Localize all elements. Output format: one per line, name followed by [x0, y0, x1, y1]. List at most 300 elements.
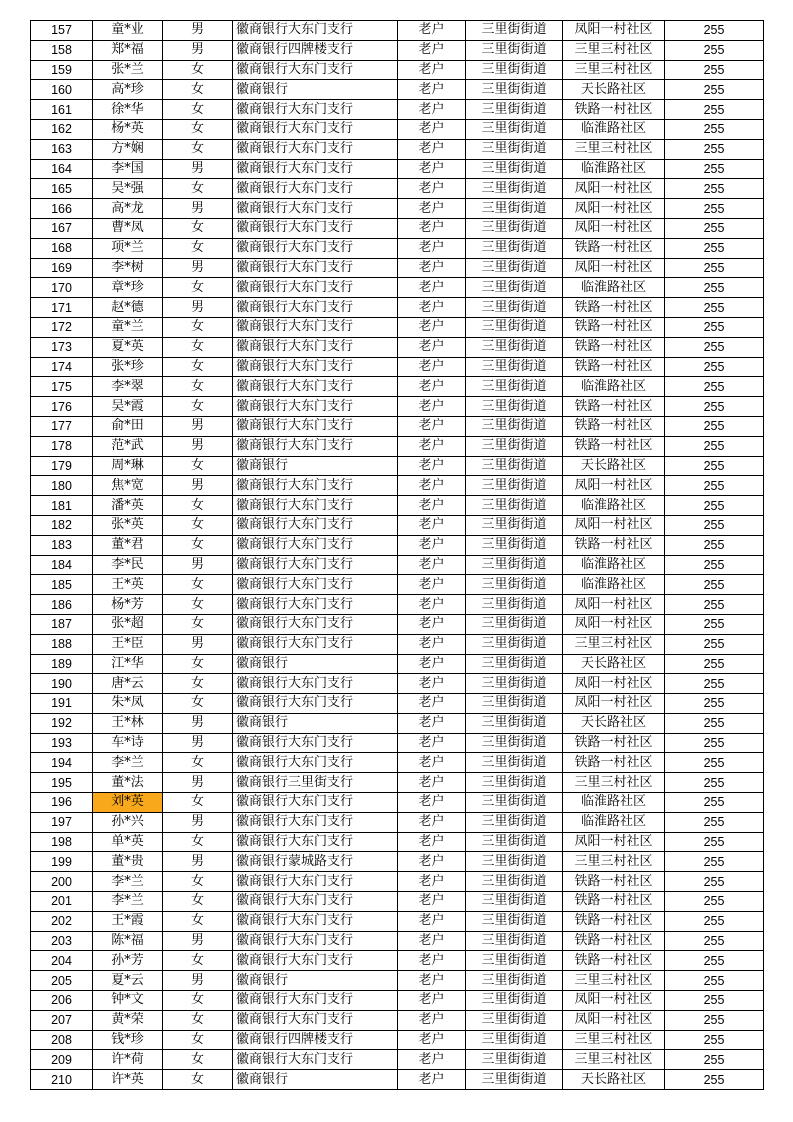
- person-name: 单*英: [93, 832, 163, 852]
- person-name: 项*兰: [93, 238, 163, 258]
- table-row: [31, 199, 764, 219]
- bank-branch: 徽商银行: [233, 80, 398, 100]
- subsidy-amount: 255: [665, 436, 764, 456]
- table-row: [31, 100, 764, 120]
- subsidy-amount: 255: [665, 40, 764, 60]
- person-name: 吴*强: [93, 179, 163, 199]
- bank-branch: 徽商银行大东门支行: [233, 753, 398, 773]
- row-number: 204: [31, 951, 93, 971]
- street-office: 三里街街道: [466, 436, 563, 456]
- person-name: 陈*福: [93, 931, 163, 951]
- household-type: 老户: [398, 496, 466, 516]
- table-row: [31, 614, 764, 634]
- person-name: 高*珍: [93, 80, 163, 100]
- subsidy-amount: 255: [665, 931, 764, 951]
- row-number: 187: [31, 614, 93, 634]
- bank-branch: 徽商银行大东门支行: [233, 179, 398, 199]
- table-row: [31, 515, 764, 535]
- bank-branch: 徽商银行大东门支行: [233, 238, 398, 258]
- row-number: 166: [31, 199, 93, 219]
- street-office: 三里街街道: [466, 119, 563, 139]
- row-number: 160: [31, 80, 93, 100]
- person-name: 许*英: [93, 1070, 163, 1090]
- gender-cell: 女: [163, 595, 233, 615]
- community-name: 铁路一村社区: [563, 357, 665, 377]
- row-number: 161: [31, 100, 93, 120]
- table-row: [31, 1050, 764, 1070]
- person-name: 王*林: [93, 713, 163, 733]
- bank-branch: 徽商银行大东门支行: [233, 634, 398, 654]
- gender-cell: 女: [163, 218, 233, 238]
- bank-branch: 徽商银行四牌楼支行: [233, 1030, 398, 1050]
- household-type: 老户: [398, 100, 466, 120]
- community-name: 凤阳一村社区: [563, 515, 665, 535]
- row-number: 192: [31, 713, 93, 733]
- household-type: 老户: [398, 951, 466, 971]
- household-type: 老户: [398, 317, 466, 337]
- street-office: 三里街街道: [466, 634, 563, 654]
- person-name: 潘*英: [93, 496, 163, 516]
- household-type: 老户: [398, 555, 466, 575]
- street-office: 三里街街道: [466, 1070, 563, 1090]
- household-type: 老户: [398, 793, 466, 813]
- subsidy-amount: 255: [665, 694, 764, 714]
- row-number: 210: [31, 1070, 93, 1090]
- household-type: 老户: [398, 1030, 466, 1050]
- bank-branch: 徽商银行大东门支行: [233, 21, 398, 41]
- gender-cell: 女: [163, 753, 233, 773]
- street-office: 三里街街道: [466, 1010, 563, 1030]
- gender-cell: 女: [163, 357, 233, 377]
- row-number: 173: [31, 337, 93, 357]
- gender-cell: 男: [163, 733, 233, 753]
- street-office: 三里街街道: [466, 218, 563, 238]
- household-type: 老户: [398, 476, 466, 496]
- subsidy-amount: 255: [665, 456, 764, 476]
- street-office: 三里街街道: [466, 515, 563, 535]
- subsidy-amount: 255: [665, 60, 764, 80]
- table-row: [31, 436, 764, 456]
- subsidy-amount: 255: [665, 555, 764, 575]
- bank-branch: 徽商银行大东门支行: [233, 199, 398, 219]
- bank-branch: 徽商银行大东门支行: [233, 100, 398, 120]
- community-name: 凤阳一村社区: [563, 614, 665, 634]
- community-name: 凤阳一村社区: [563, 595, 665, 615]
- table-row: [31, 773, 764, 793]
- household-type: 老户: [398, 575, 466, 595]
- gender-cell: 女: [163, 832, 233, 852]
- person-name: 李*民: [93, 555, 163, 575]
- subsidy-amount: 255: [665, 179, 764, 199]
- table-row: [31, 832, 764, 852]
- community-name: 天长路社区: [563, 80, 665, 100]
- household-type: 老户: [398, 713, 466, 733]
- community-name: 铁路一村社区: [563, 951, 665, 971]
- community-name: 天长路社区: [563, 1070, 665, 1090]
- subsidy-amount: 255: [665, 971, 764, 991]
- table-row: [31, 595, 764, 615]
- row-number: 203: [31, 931, 93, 951]
- person-name: 孙*芳: [93, 951, 163, 971]
- row-number: 177: [31, 416, 93, 436]
- community-name: 铁路一村社区: [563, 753, 665, 773]
- household-type: 老户: [398, 40, 466, 60]
- bank-branch: 徽商银行大东门支行: [233, 416, 398, 436]
- community-name: 铁路一村社区: [563, 317, 665, 337]
- row-number: 157: [31, 21, 93, 41]
- household-type: 老户: [398, 1050, 466, 1070]
- subsidy-amount: 255: [665, 872, 764, 892]
- community-name: 三里三村社区: [563, 1030, 665, 1050]
- subsidy-amount: 255: [665, 377, 764, 397]
- household-type: 老户: [398, 812, 466, 832]
- bank-branch: 徽商银行大东门支行: [233, 951, 398, 971]
- gender-cell: 女: [163, 1050, 233, 1070]
- table-row: [31, 654, 764, 674]
- row-number: 199: [31, 852, 93, 872]
- gender-cell: 女: [163, 892, 233, 912]
- street-office: 三里街街道: [466, 179, 563, 199]
- street-office: 三里街街道: [466, 317, 563, 337]
- table-row: [31, 535, 764, 555]
- community-name: 铁路一村社区: [563, 298, 665, 318]
- community-name: 铁路一村社区: [563, 397, 665, 417]
- household-type: 老户: [398, 199, 466, 219]
- street-office: 三里街街道: [466, 21, 563, 41]
- gender-cell: 男: [163, 416, 233, 436]
- person-name: 高*龙: [93, 199, 163, 219]
- gender-cell: 男: [163, 971, 233, 991]
- community-name: 临淮路社区: [563, 793, 665, 813]
- gender-cell: 女: [163, 911, 233, 931]
- bank-branch: 徽商银行大东门支行: [233, 991, 398, 1011]
- subsidy-amount: 255: [665, 119, 764, 139]
- table-row: [31, 634, 764, 654]
- gender-cell: 男: [163, 634, 233, 654]
- street-office: 三里街街道: [466, 80, 563, 100]
- person-name: 赵*德: [93, 298, 163, 318]
- gender-cell: 女: [163, 60, 233, 80]
- subsidy-amount: 255: [665, 218, 764, 238]
- community-name: 临淮路社区: [563, 377, 665, 397]
- person-name: 张*英: [93, 515, 163, 535]
- subsidy-amount: 255: [665, 21, 764, 41]
- household-type: 老户: [398, 872, 466, 892]
- subsidy-amount: 255: [665, 416, 764, 436]
- community-name: 天长路社区: [563, 456, 665, 476]
- bank-branch: 徽商银行蒙城路支行: [233, 852, 398, 872]
- street-office: 三里街街道: [466, 892, 563, 912]
- row-number: 175: [31, 377, 93, 397]
- person-name: 董*贵: [93, 852, 163, 872]
- table-row: [31, 872, 764, 892]
- bank-branch: 徽商银行大东门支行: [233, 575, 398, 595]
- row-number: 209: [31, 1050, 93, 1070]
- street-office: 三里街街道: [466, 377, 563, 397]
- table-row: [31, 139, 764, 159]
- bank-branch: 徽商银行: [233, 456, 398, 476]
- row-number: 195: [31, 773, 93, 793]
- subsidy-amount: 255: [665, 1010, 764, 1030]
- person-name: 刘*英: [93, 793, 163, 813]
- gender-cell: 男: [163, 476, 233, 496]
- row-number: 180: [31, 476, 93, 496]
- person-name: 孙*兴: [93, 812, 163, 832]
- street-office: 三里街街道: [466, 416, 563, 436]
- street-office: 三里街街道: [466, 397, 563, 417]
- household-type: 老户: [398, 436, 466, 456]
- person-name: 夏*云: [93, 971, 163, 991]
- table-row: [31, 812, 764, 832]
- household-type: 老户: [398, 1070, 466, 1090]
- bank-branch: 徽商银行大东门支行: [233, 832, 398, 852]
- row-number: 164: [31, 159, 93, 179]
- bank-branch: 徽商银行: [233, 713, 398, 733]
- household-type: 老户: [398, 337, 466, 357]
- table-row: [31, 1070, 764, 1090]
- subsidy-amount: 255: [665, 595, 764, 615]
- household-type: 老户: [398, 238, 466, 258]
- table-row: [31, 179, 764, 199]
- street-office: 三里街街道: [466, 100, 563, 120]
- bank-branch: 徽商银行大东门支行: [233, 733, 398, 753]
- community-name: 凤阳一村社区: [563, 258, 665, 278]
- table-row: [31, 1010, 764, 1030]
- bank-branch: 徽商银行大东门支行: [233, 139, 398, 159]
- household-type: 老户: [398, 258, 466, 278]
- street-office: 三里街街道: [466, 139, 563, 159]
- community-name: 天长路社区: [563, 654, 665, 674]
- subsidy-amount: 255: [665, 357, 764, 377]
- row-number: 196: [31, 793, 93, 813]
- table-row: [31, 674, 764, 694]
- community-name: 三里三村社区: [563, 40, 665, 60]
- gender-cell: 女: [163, 694, 233, 714]
- community-name: 三里三村社区: [563, 773, 665, 793]
- person-name: 车*诗: [93, 733, 163, 753]
- row-number: 200: [31, 872, 93, 892]
- row-number: 178: [31, 436, 93, 456]
- street-office: 三里街街道: [466, 555, 563, 575]
- table-row: [31, 476, 764, 496]
- gender-cell: 女: [163, 377, 233, 397]
- subsidy-amount: 255: [665, 80, 764, 100]
- bank-branch: 徽商银行大东门支行: [233, 931, 398, 951]
- person-name: 李*兰: [93, 872, 163, 892]
- row-number: 208: [31, 1030, 93, 1050]
- bank-branch: 徽商银行大东门支行: [233, 872, 398, 892]
- community-name: 铁路一村社区: [563, 872, 665, 892]
- table-row: [31, 496, 764, 516]
- subsidy-amount: 255: [665, 832, 764, 852]
- table-row: [31, 377, 764, 397]
- table-row: [31, 159, 764, 179]
- person-name: 李*兰: [93, 892, 163, 912]
- street-office: 三里街街道: [466, 456, 563, 476]
- person-name: 杨*英: [93, 119, 163, 139]
- row-number: 198: [31, 832, 93, 852]
- row-number: 185: [31, 575, 93, 595]
- person-name: 方*娴: [93, 139, 163, 159]
- bank-branch: 徽商银行大东门支行: [233, 595, 398, 615]
- person-name: 焦*宽: [93, 476, 163, 496]
- person-name: 李*树: [93, 258, 163, 278]
- household-type: 老户: [398, 179, 466, 199]
- household-type: 老户: [398, 416, 466, 436]
- person-name: 朱*凤: [93, 694, 163, 714]
- gender-cell: 女: [163, 496, 233, 516]
- community-name: 三里三村社区: [563, 852, 665, 872]
- community-name: 铁路一村社区: [563, 436, 665, 456]
- household-type: 老户: [398, 832, 466, 852]
- household-type: 老户: [398, 654, 466, 674]
- bank-branch: 徽商银行大东门支行: [233, 674, 398, 694]
- gender-cell: 女: [163, 535, 233, 555]
- gender-cell: 女: [163, 1030, 233, 1050]
- table-row: [31, 258, 764, 278]
- subsidy-amount: 255: [665, 773, 764, 793]
- person-name: 许*荷: [93, 1050, 163, 1070]
- street-office: 三里街街道: [466, 832, 563, 852]
- household-type: 老户: [398, 119, 466, 139]
- bank-branch: 徽商银行大东门支行: [233, 476, 398, 496]
- subsidy-amount: 255: [665, 278, 764, 298]
- street-office: 三里街街道: [466, 496, 563, 516]
- household-type: 老户: [398, 515, 466, 535]
- gender-cell: 男: [163, 159, 233, 179]
- community-name: 临淮路社区: [563, 278, 665, 298]
- subsidy-amount: 255: [665, 476, 764, 496]
- street-office: 三里街街道: [466, 337, 563, 357]
- street-office: 三里街街道: [466, 852, 563, 872]
- person-name: 王*霞: [93, 911, 163, 931]
- community-name: 三里三村社区: [563, 1050, 665, 1070]
- person-name: 章*珍: [93, 278, 163, 298]
- gender-cell: 女: [163, 991, 233, 1011]
- person-name: 董*君: [93, 535, 163, 555]
- street-office: 三里街街道: [466, 535, 563, 555]
- community-name: 铁路一村社区: [563, 100, 665, 120]
- bank-branch: 徽商银行大东门支行: [233, 892, 398, 912]
- subsidy-amount: 255: [665, 317, 764, 337]
- gender-cell: 女: [163, 179, 233, 199]
- subsidy-amount: 255: [665, 614, 764, 634]
- community-name: 凤阳一村社区: [563, 218, 665, 238]
- table-row: [31, 991, 764, 1011]
- gender-cell: 男: [163, 812, 233, 832]
- community-name: 凤阳一村社区: [563, 694, 665, 714]
- subsidy-amount: 255: [665, 793, 764, 813]
- bank-branch: 徽商银行大东门支行: [233, 298, 398, 318]
- person-name: 周*琳: [93, 456, 163, 476]
- street-office: 三里街街道: [466, 674, 563, 694]
- person-name: 俞*田: [93, 416, 163, 436]
- person-name: 张*珍: [93, 357, 163, 377]
- community-name: 铁路一村社区: [563, 733, 665, 753]
- person-name: 李*兰: [93, 753, 163, 773]
- community-name: 临淮路社区: [563, 159, 665, 179]
- person-name: 范*武: [93, 436, 163, 456]
- gender-cell: 男: [163, 21, 233, 41]
- subsidy-amount: 255: [665, 991, 764, 1011]
- bank-branch: 徽商银行大东门支行: [233, 535, 398, 555]
- table-row: [31, 397, 764, 417]
- street-office: 三里街街道: [466, 713, 563, 733]
- person-name: 徐*华: [93, 100, 163, 120]
- person-name: 王*臣: [93, 634, 163, 654]
- row-number: 206: [31, 991, 93, 1011]
- row-number: 193: [31, 733, 93, 753]
- gender-cell: 女: [163, 1010, 233, 1030]
- table-row: [31, 713, 764, 733]
- gender-cell: 女: [163, 238, 233, 258]
- subsidy-amount: 255: [665, 515, 764, 535]
- table-row: [31, 753, 764, 773]
- gender-cell: 女: [163, 80, 233, 100]
- person-name: 黄*荣: [93, 1010, 163, 1030]
- gender-cell: 男: [163, 773, 233, 793]
- person-name: 张*兰: [93, 60, 163, 80]
- subsidy-amount: 255: [665, 159, 764, 179]
- street-office: 三里街街道: [466, 357, 563, 377]
- household-type: 老户: [398, 674, 466, 694]
- street-office: 三里街街道: [466, 733, 563, 753]
- row-number: 183: [31, 535, 93, 555]
- row-number: 202: [31, 911, 93, 931]
- person-name: 郑*福: [93, 40, 163, 60]
- row-number: 162: [31, 119, 93, 139]
- person-name: 钱*珍: [93, 1030, 163, 1050]
- street-office: 三里街街道: [466, 1050, 563, 1070]
- street-office: 三里街街道: [466, 951, 563, 971]
- subsidy-amount: 255: [665, 139, 764, 159]
- bank-branch: 徽商银行大东门支行: [233, 377, 398, 397]
- community-name: 铁路一村社区: [563, 337, 665, 357]
- gender-cell: 女: [163, 515, 233, 535]
- street-office: 三里街街道: [466, 278, 563, 298]
- gender-cell: 男: [163, 852, 233, 872]
- row-number: 205: [31, 971, 93, 991]
- row-number: 158: [31, 40, 93, 60]
- community-name: 三里三村社区: [563, 60, 665, 80]
- row-number: 171: [31, 298, 93, 318]
- table-row: [31, 416, 764, 436]
- person-name: 江*华: [93, 654, 163, 674]
- table-row: [31, 278, 764, 298]
- street-office: 三里街街道: [466, 60, 563, 80]
- person-name: 唐*云: [93, 674, 163, 694]
- community-name: 铁路一村社区: [563, 892, 665, 912]
- street-office: 三里街街道: [466, 595, 563, 615]
- community-name: 凤阳一村社区: [563, 1010, 665, 1030]
- bank-branch: 徽商银行大东门支行: [233, 555, 398, 575]
- subsidy-amount: 255: [665, 812, 764, 832]
- table-body: [31, 21, 764, 1090]
- community-name: 凤阳一村社区: [563, 179, 665, 199]
- gender-cell: 女: [163, 139, 233, 159]
- row-number: 170: [31, 278, 93, 298]
- household-type: 老户: [398, 614, 466, 634]
- bank-branch: 徽商银行大东门支行: [233, 317, 398, 337]
- row-number: 165: [31, 179, 93, 199]
- bank-branch: 徽商银行: [233, 1070, 398, 1090]
- row-number: 186: [31, 595, 93, 615]
- community-name: 临淮路社区: [563, 812, 665, 832]
- household-type: 老户: [398, 971, 466, 991]
- street-office: 三里街街道: [466, 654, 563, 674]
- household-type: 老户: [398, 535, 466, 555]
- row-number: 194: [31, 753, 93, 773]
